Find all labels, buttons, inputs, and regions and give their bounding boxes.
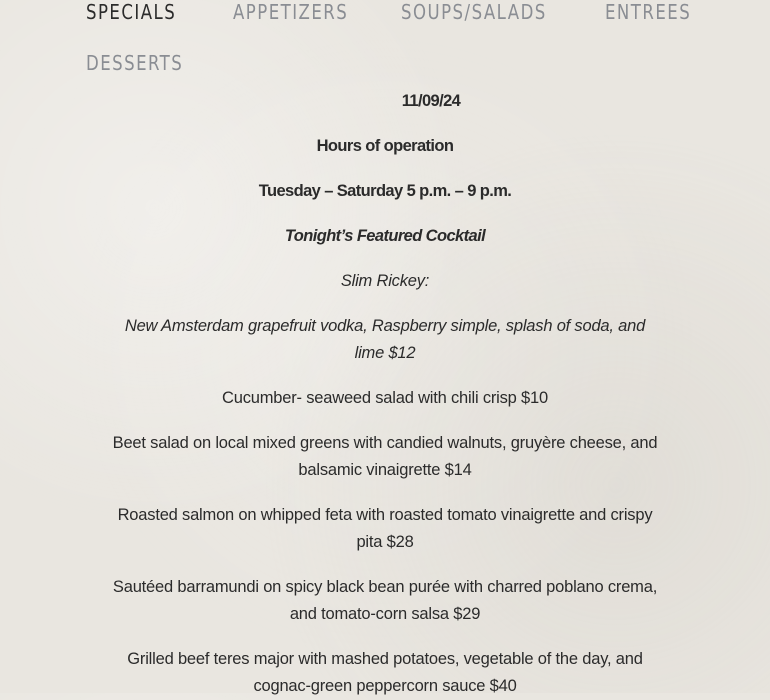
special-item-line: and tomato-corn salsa $29 [289, 605, 481, 623]
special-item-barramundi [100, 574, 670, 628]
tab-entrees[interactable]: ENTREES [605, 0, 692, 24]
special-item-line: pita $28 [356, 533, 414, 551]
cocktail-description [100, 313, 670, 367]
special-item-line: Roasted salmon on whipped feta with roasted tomato vinaigrette and crispy [117, 506, 653, 524]
menu-category-nav [0, 0, 770, 80]
tab-soups-salads[interactable]: SOUPS/SALADS [401, 0, 547, 24]
hours-heading: Hours of operation [316, 137, 454, 155]
special-item-roasted-salmon [100, 502, 670, 556]
special-item-line: cognac-green peppercorn sauce $40 [253, 677, 517, 695]
cocktail-description-line: New Amsterdam grapefruit vodka, Raspberry simple, splash of soda, and [124, 317, 646, 335]
tab-specials[interactable]: SPECIALS [86, 0, 177, 24]
special-item-line: Grilled beef teres major with mashed potatoes, vegetable of the day, and [127, 650, 643, 668]
special-item-line: Sautéed barramundi on spicy black bean purée with charred poblano crema, [112, 578, 658, 596]
specials-content [100, 88, 670, 700]
tab-desserts[interactable]: DESSERTS [86, 51, 184, 75]
special-item-line: Beet salad on local mixed greens with candied walnuts, gruyère cheese, and [112, 434, 658, 452]
cocktail-name: Slim Rickey: [340, 272, 430, 290]
special-item-beet-salad [100, 430, 670, 484]
cocktail-description-line: lime $12 [354, 344, 416, 362]
special-item-teres-major [100, 646, 670, 700]
tab-appetizers[interactable]: APPETIZERS [233, 0, 349, 24]
hours-text: Tuesday – Saturday 5 p.m. – 9 p.m. [258, 182, 512, 200]
special-item-line: balsamic vinaigrette $14 [298, 461, 472, 479]
featured-cocktail-heading: Tonight’s Featured Cocktail [284, 227, 486, 245]
special-item-cucumber-salad: Cucumber- seaweed salad with chili crisp $10 [222, 389, 548, 407]
specials-date: 11/09/24 [401, 92, 461, 110]
